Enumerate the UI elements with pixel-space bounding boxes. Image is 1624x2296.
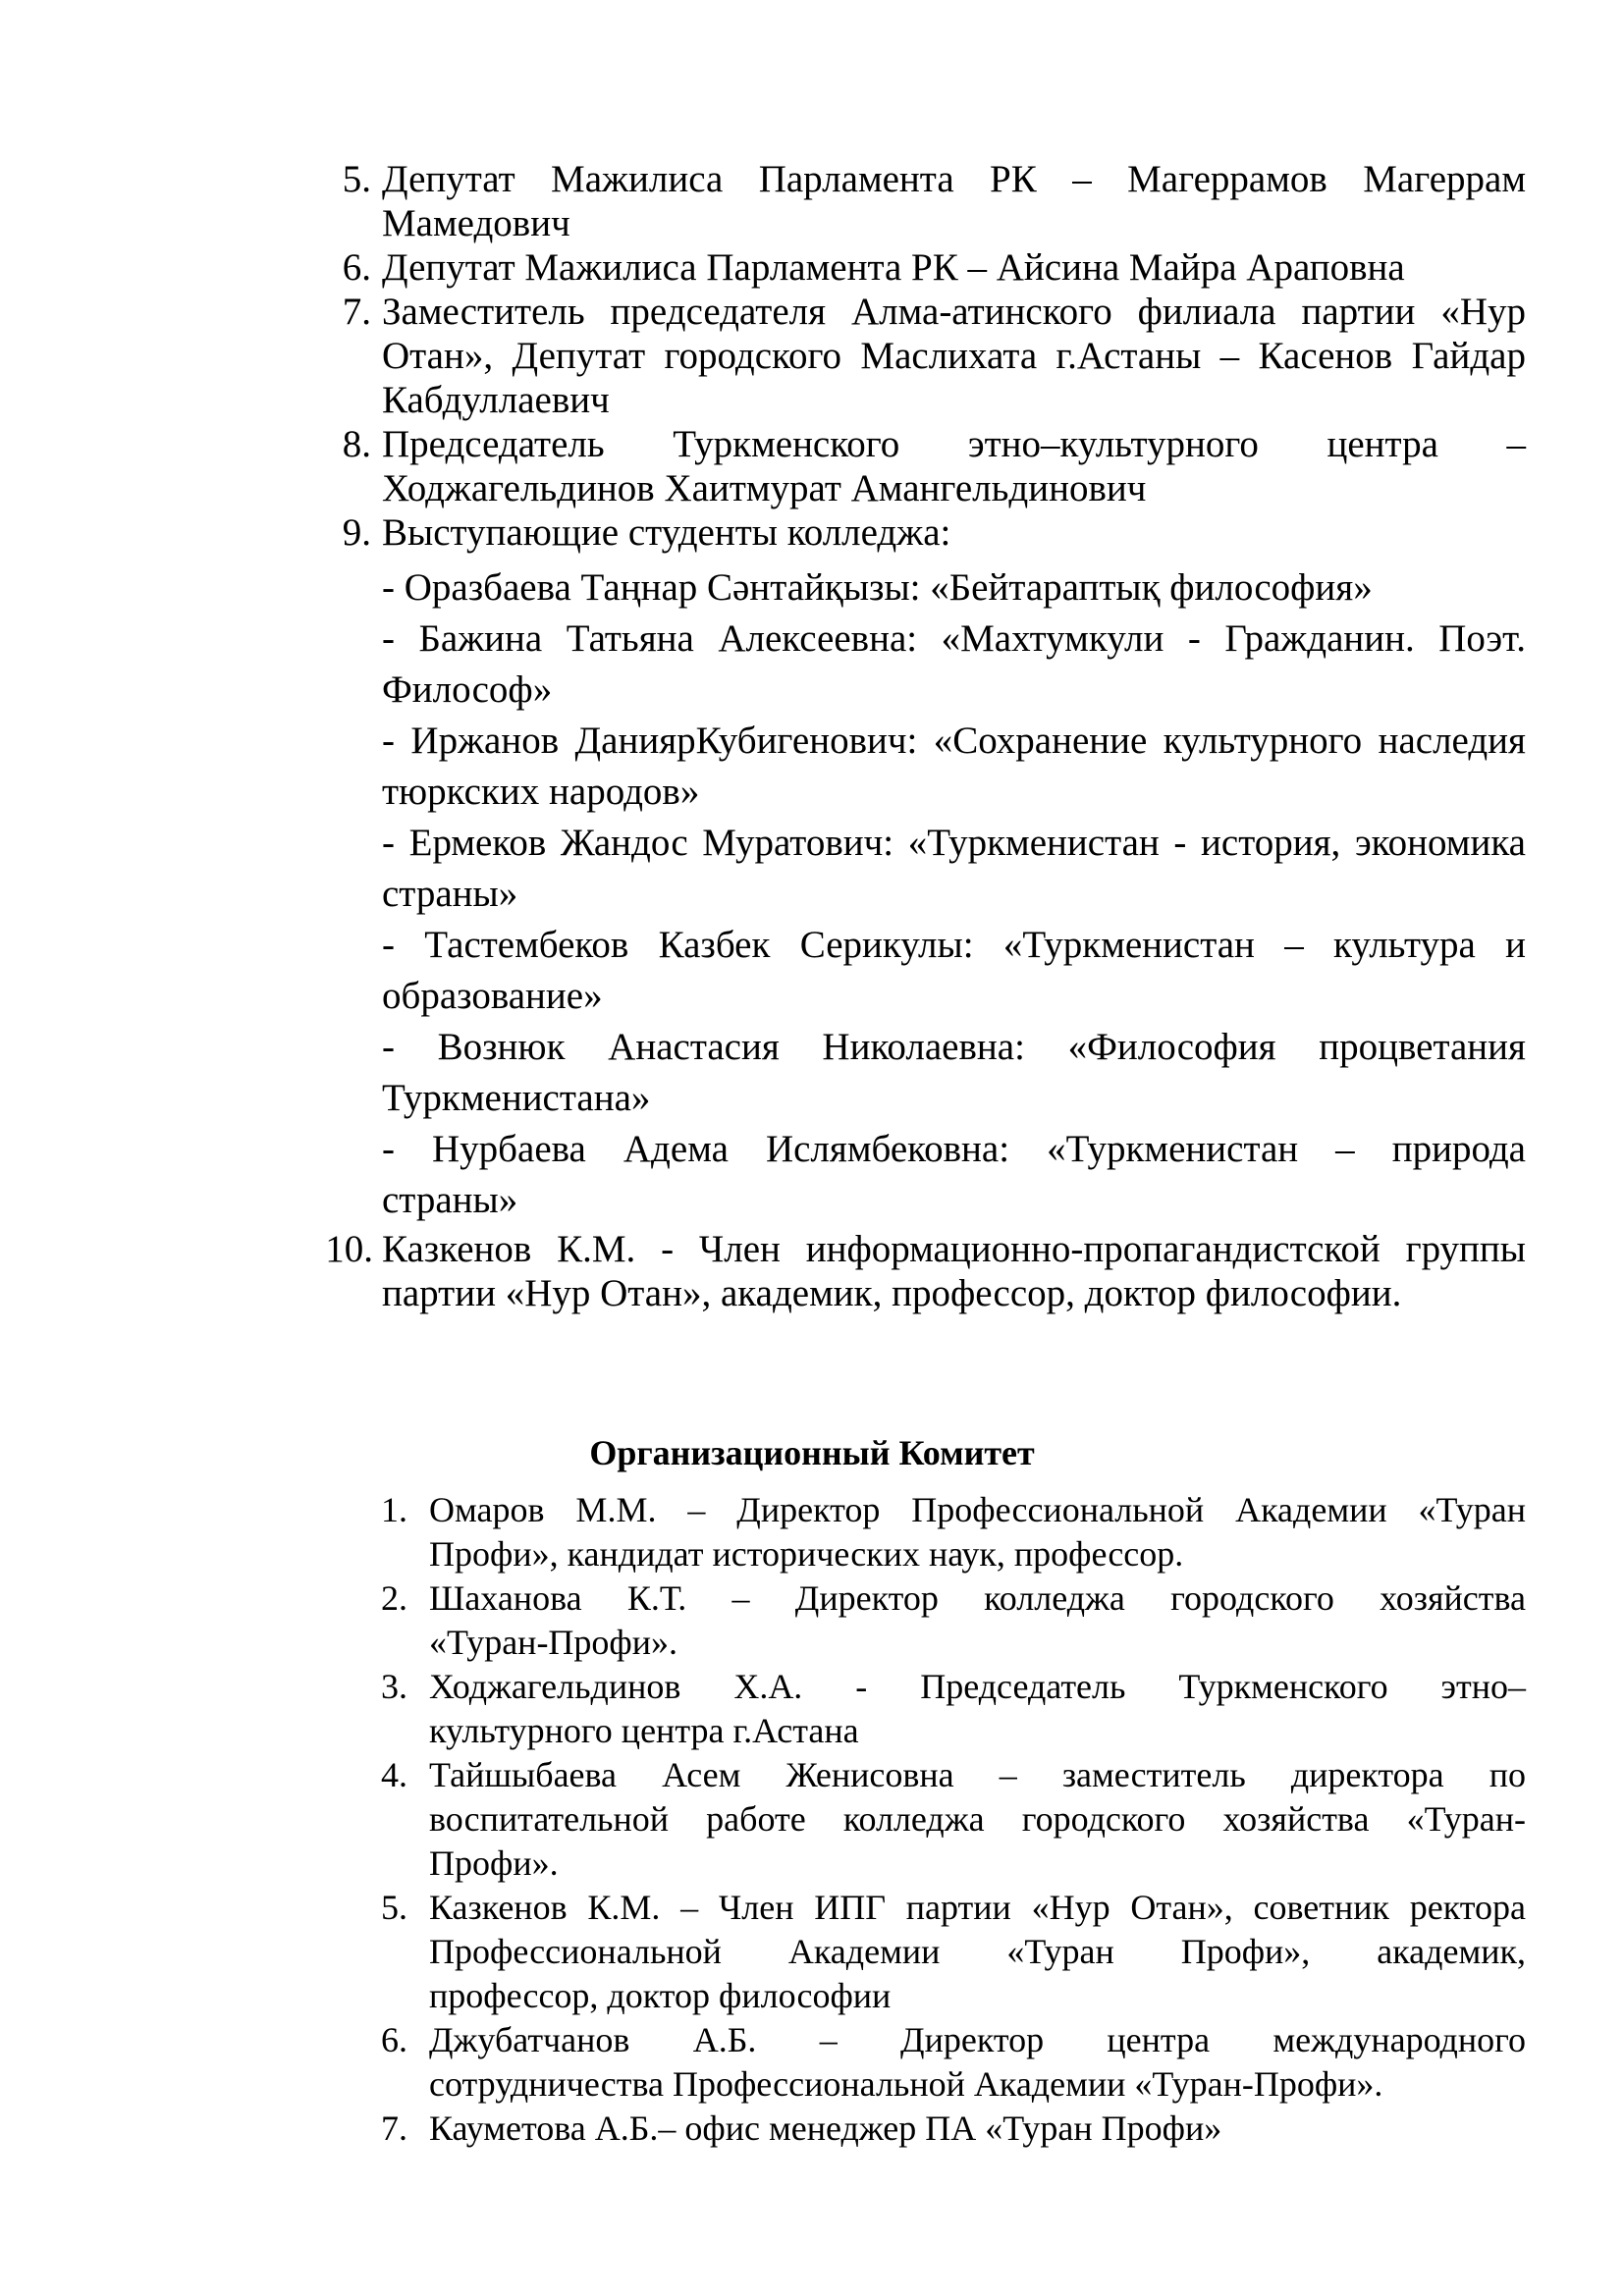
student-line: Туркменистана» (382, 1077, 651, 1119)
item-number: 10. (325, 1228, 373, 1270)
student-line: - Бажина Татьяна Алексеевна: «Махтумкули - Гражданин. Поэт. (382, 617, 1526, 660)
item-line: Отан», Депутат городского Маслихата г.Астаны – Касенов Гайдар (382, 335, 1526, 377)
item-number: 4. (381, 1755, 407, 1794)
student-line: - Тастембеков Казбек Серикулы: «Туркменистан – культура и (382, 924, 1526, 966)
item-line: Профи», кандидат исторических наук, профессор. (429, 1534, 1184, 1574)
item-number: 3. (381, 1667, 407, 1706)
student-line: - Нурбаева Адема Ислямбековна: «Туркменистан – природа (382, 1128, 1526, 1170)
item-number: 2. (381, 1578, 407, 1618)
item-line: Казкенов К.М. - Член информационно-пропагандистской группы (382, 1228, 1526, 1270)
item-number: 7. (342, 291, 371, 333)
item-line: Омаров М.М. – Директор Профессиональной Академии «Туран (429, 1490, 1526, 1529)
student-line: Философ» (382, 668, 553, 711)
item-line: Депутат Мажилиса Парламента РК – Айсина Майра Араповна (382, 246, 1405, 289)
item-line: Кабдуллаевич (382, 379, 610, 421)
item-line: Профи». (429, 1843, 559, 1883)
item-line: Депутат Мажилиса Парламента РК – Магеррамов Магеррам (382, 158, 1526, 200)
item-number: 6. (342, 246, 371, 289)
item-line: партии «Нур Отан», академик, профессор, доктор философии. (382, 1272, 1402, 1314)
item-line: Ходжагельдинов Х.А. - Председатель Туркменского этно– (429, 1667, 1526, 1706)
student-line: - Ермеков Жандос Муратович: «Туркменистан - история, экономика (382, 822, 1526, 864)
item-line: Тайшыбаева Асем Женисовна – заместитель директора по (429, 1755, 1526, 1794)
item-line: Кауметова А.Б.– офис менеджер ПА «Туран Профи» (429, 2109, 1222, 2148)
item-line: профессор, доктор философии (429, 1976, 892, 2015)
item-line: Выступающие студенты колледжа: (382, 511, 951, 554)
committee-title: Организационный Комитет (589, 1433, 1035, 1472)
item-number: 1. (381, 1490, 407, 1529)
item-number: 9. (342, 511, 371, 554)
student-line: - Иржанов ДаниярКубигенович: «Сохранение культурного наследия (382, 720, 1526, 762)
item-number: 5. (342, 158, 371, 200)
item-line: Джубатчанов А.Б. – Директор центра международного (429, 2020, 1526, 2059)
student-line: страны» (382, 1179, 518, 1221)
item-number: 5. (381, 1888, 407, 1927)
item-line: Мамедович (382, 202, 570, 244)
item-line: сотрудничества Профессиональной Академии «Туран-Профи». (429, 2064, 1383, 2104)
item-line: Профессиональной Академии «Туран Профи», академик, (429, 1932, 1526, 1971)
student-line: тюркских народов» (382, 771, 700, 813)
item-line: «Туран-Профи». (429, 1623, 678, 1662)
item-line: Казкенов К.М. – Член ИПГ партии «Нур Отан», советник ректора (429, 1888, 1526, 1927)
item-line: Председатель Туркменского этно–культурного центра – (382, 423, 1526, 465)
item-number: 7. (381, 2109, 407, 2148)
item-number: 8. (342, 423, 371, 465)
student-line: - Вознюк Анастасия Николаевна: «Философия процветания (382, 1026, 1526, 1068)
item-line: воспитательной работе колледжа городского хозяйства «Туран- (429, 1799, 1526, 1839)
item-line: Шаханова К.Т. – Директор колледжа городского хозяйства (429, 1578, 1526, 1618)
item-number: 6. (381, 2020, 407, 2059)
item-line: Ходжагельдинов Хаитмурат Амангельдинович (382, 467, 1147, 509)
item-line: Заместитель председателя Алма-атинского филиала партии «Нур (382, 291, 1526, 333)
student-line: - Оразбаева Таңнар Сәнтайқызы: «Бейтараптық философия» (382, 566, 1373, 609)
student-line: образование» (382, 975, 603, 1017)
student-line: страны» (382, 873, 518, 915)
item-line: культурного центра г.Астана (429, 1711, 859, 1750)
